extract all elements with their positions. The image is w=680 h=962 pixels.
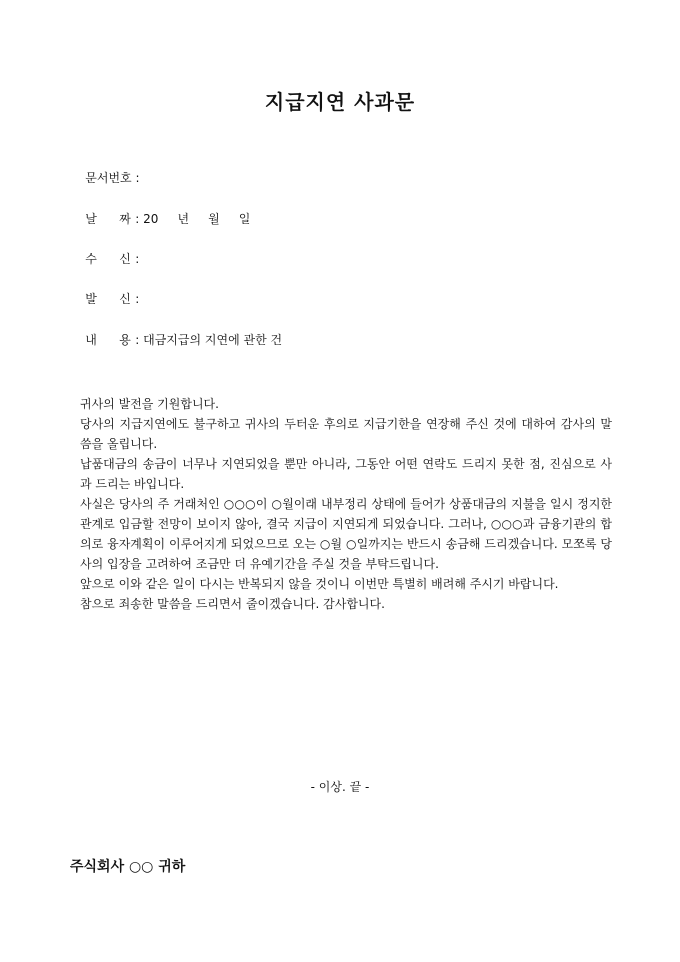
subject-row [70, 317, 282, 362]
doc-number-row [70, 155, 140, 200]
subject-value: : 대금지급의 지연에 관한 건 [135, 333, 283, 347]
date-label-a: 날 [85, 212, 97, 226]
body-paragraph: 사실은 당사의 주 거래처인 ○○○이 ○월이래 내부정리 상태에 들어가 상품대금의 지불을 일시 정지한 관계로 입금할 전망이 보이지 않아, 결국 지급이 지연되게 되었습니다. 그러나, ○○○과 금융기관의 합의로 융자계획이 이루어지게 되었으므로 오는 ○월 ○일까지는 반드시 송금해 드리겠습니다. 모쪼록 당사의 입장을 고려하여 조금만 더 유예기간을 주실 것을 부탁드립니다. [80, 497, 612, 571]
from-row [70, 276, 139, 321]
letter-body [80, 394, 612, 614]
body-paragraph: 납품대금의 송금이 너무나 지연되었을 뿐만 아니라, 그동안 어떤 연락도 드리지 못한 점, 진심으로 사과 드리는 바입니다. [80, 457, 612, 491]
subject-label-b: 용 [119, 333, 131, 347]
from-value: : [135, 292, 140, 306]
to-label-b: 신 [119, 252, 131, 266]
body-paragraph: 앞으로 이와 같은 일이 다시는 반복되지 않을 것이니 이번만 특별히 배려해 주시기 바랍니다. [80, 577, 559, 591]
date-value: : 20 년 월 일 [135, 212, 251, 226]
subject-label-a: 내 [85, 333, 97, 347]
to-row [70, 236, 139, 281]
date-row [70, 196, 250, 241]
from-label-b: 신 [119, 292, 131, 306]
doc-number-label: 문서번호 : [85, 171, 140, 185]
date-label-b: 짜 [119, 212, 131, 226]
to-label-a: 수 [85, 252, 97, 266]
body-paragraph: 귀사의 발전을 기원합니다. [80, 397, 219, 411]
body-paragraph: 당사의 지급지연에도 불구하고 귀사의 두터운 후의로 지급기한을 연장해 주신 것에 대하여 감사의 말씀을 올립니다. [80, 417, 612, 451]
document-title: 지급지연 사과문 [264, 90, 416, 114]
recipient-line: 주식회사 ○○ 귀하 [70, 859, 186, 875]
closing-mark: - 이상. 끝 - [310, 780, 370, 794]
body-paragraph: 참으로 죄송한 말씀을 드리면서 줄이겠습니다. 감사합니다. [80, 597, 385, 611]
to-value: : [135, 252, 140, 266]
from-label-a: 발 [85, 292, 97, 306]
